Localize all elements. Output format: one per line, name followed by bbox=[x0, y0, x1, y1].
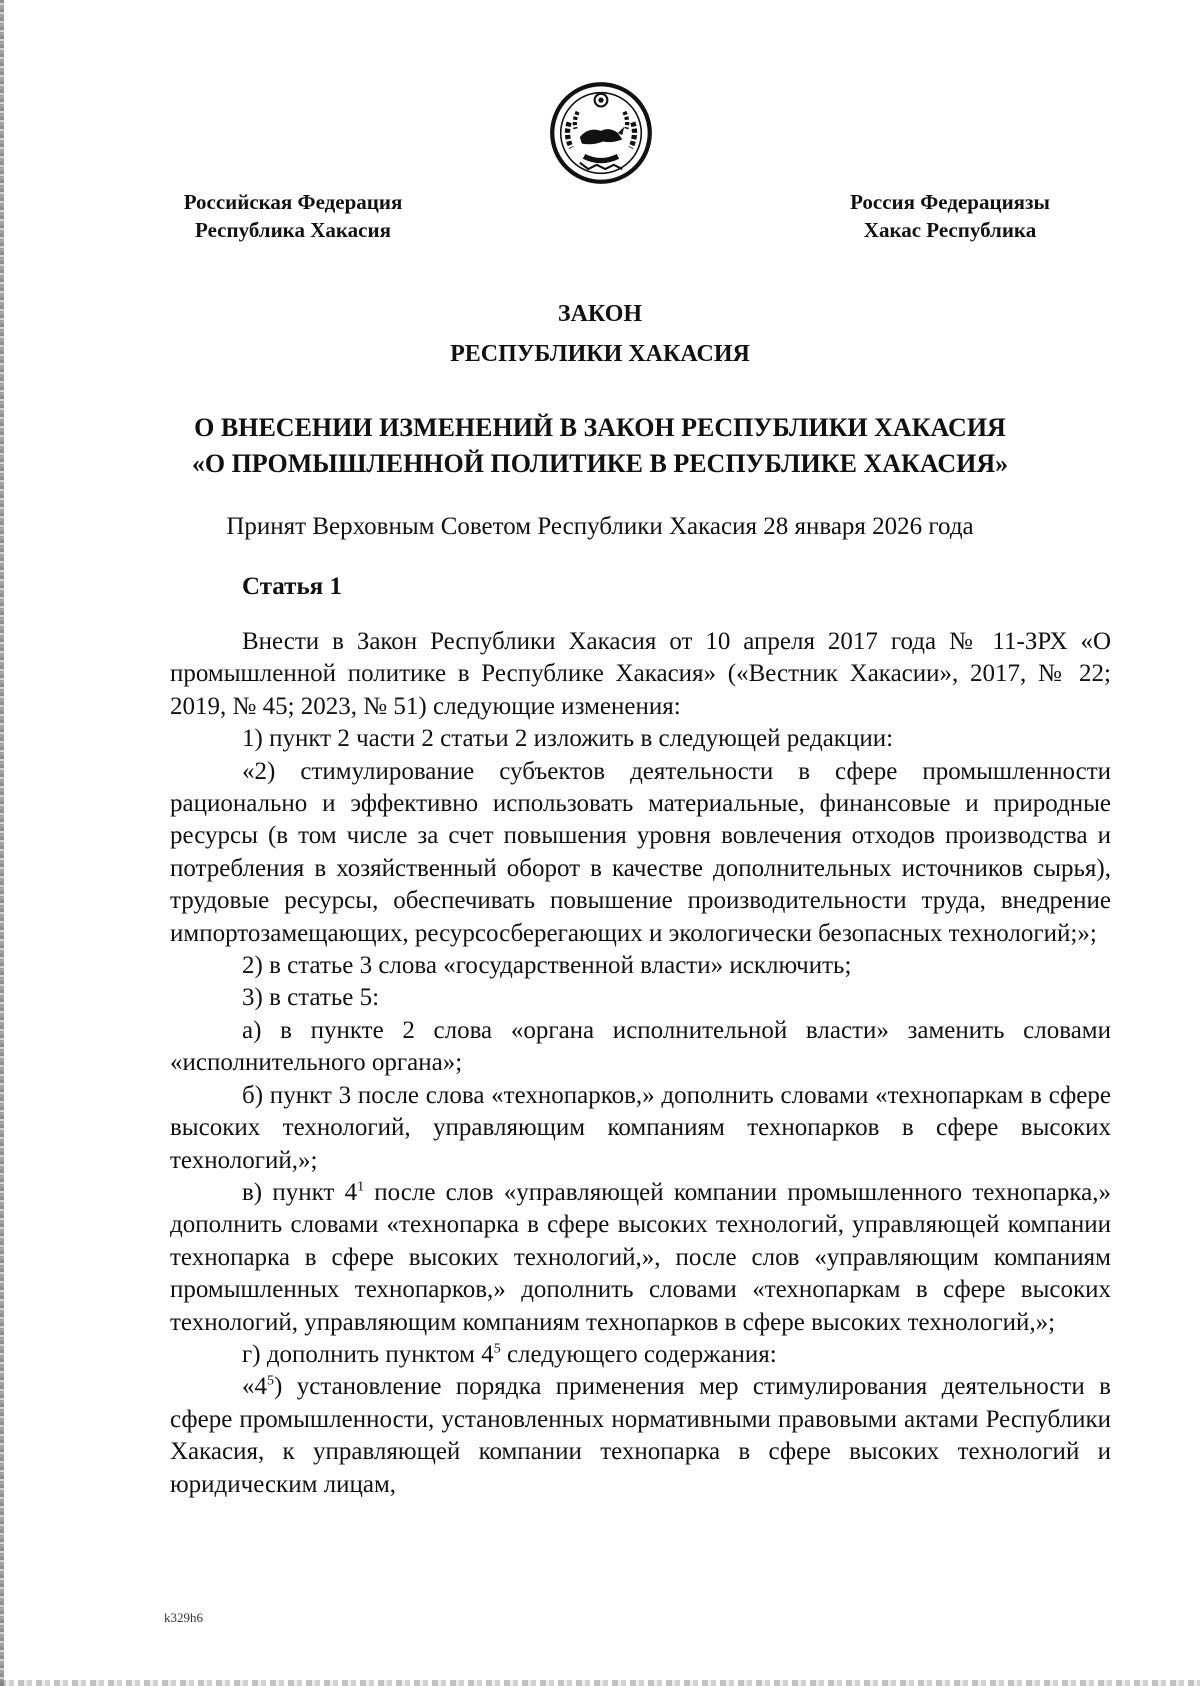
law-title-line2: РЕСПУБЛИКИ ХАКАСИЯ bbox=[450, 341, 750, 367]
adoption-note: Принят Верховным Советом Республики Хакасия 28 января 2026 года bbox=[226, 513, 974, 540]
paragraph-item-3: 3) в статье 5: bbox=[242, 984, 380, 1012]
paragraph-item-3b: б) пункт 3 после слова «технопарков,» дополнить словами «технопаркам в сфере высоких технологий, управляющим компаниям технопарков в сфере высоких технологий,»; bbox=[170, 1081, 1111, 1174]
law-title bbox=[0, 294, 1200, 374]
header-right-line2: Хакас Республика bbox=[863, 218, 1037, 242]
header-left-block bbox=[158, 188, 428, 244]
superscript: 5 bbox=[267, 1374, 274, 1390]
header-left-line2: Республика Хакасия bbox=[195, 218, 391, 242]
amendment-title-line2: «О ПРОМЫШЛЕННОЙ ПОЛИТИКЕ В РЕСПУБЛИКЕ ХАКАСИЯ» bbox=[191, 449, 1009, 478]
scan-edge-left bbox=[0, 0, 4, 1686]
paragraph-item-4-5-rest: ) установление порядка применения мер стимулирования деятельности в сфере промышленности, установленных нормативными правовыми актами Республики Хакасия, к управляющей компании технопарка в сфере высоких технологий и юридическим лицам, bbox=[170, 1373, 1111, 1498]
header-right-line1: Россия Федерациязы bbox=[850, 190, 1050, 214]
paragraph-item-4-5-text bbox=[170, 1371, 1111, 1501]
paragraph-item-3v-start: в) пункт 4 bbox=[242, 1178, 358, 1206]
paragraph-intro: Внести в Закон Республики Хакасия от 10 апреля 2017 года № 11-ЗРХ «О промышленной политике в Республике Хакасия» («Вестник Хакасии», 2017, № 22; 2019, № 45; 2023, № 51) следующие изменения: bbox=[170, 628, 1111, 720]
paragraph-item-3g bbox=[170, 1339, 1111, 1371]
paragraph-item-3v-rest: после слов «управляющей компании промышленного технопарка,» дополнить словами «технопарка в сфере высоких технологий, управляющей компании технопарка в сфере высоких технологий,», после слов «управляющим компаниям промышленных технопарков,» дополнить словами «технопаркам в сфере высоких технологий, управляющим компаниям технопарков в сфере высоких технологий,»; bbox=[170, 1178, 1111, 1336]
paragraph-item-1-text: «2) стимулирование субъектов деятельности в сфере промышленности рационально и эффективно использовать материальные, финансовые и природные ресурсы (в том числе за счет повышения уровня вовлечения отходов производства и потребления в хозяйственный оборот в качестве дополнительных источников сырья), трудовые ресурсы, обеспечивать повышение производительности труда, внедрение импортозамещающих, ресурсосберегающих и экологически безопасных технологий;»; bbox=[170, 757, 1111, 947]
header-left-line1: Российская Федерация bbox=[183, 190, 403, 214]
coat-of-arms-emblem-icon bbox=[548, 80, 654, 186]
header-right-block bbox=[820, 188, 1080, 244]
amendment-title-line1: О ВНЕСЕНИИ ИЗМЕНЕНИЙ В ЗАКОН РЕСПУБЛИКИ ХАКАСИЯ bbox=[194, 413, 1006, 442]
article-body bbox=[170, 626, 1111, 1501]
paragraph-item-3a: а) в пункте 2 слова «органа исполнительной власти» заменить словами «исполнительного органа»; bbox=[170, 1016, 1111, 1077]
paragraph-item-3g-rest: следующего содержания: bbox=[500, 1340, 777, 1368]
article-heading: Статья 1 bbox=[242, 573, 342, 600]
paragraph-item-4-5-start: «4 bbox=[242, 1373, 267, 1401]
scan-edge-bottom bbox=[0, 1680, 1200, 1686]
amendment-title bbox=[0, 410, 1200, 482]
paragraph-item-3g-start: г) дополнить пунктом 4 bbox=[242, 1340, 494, 1368]
paragraph-item-3v bbox=[170, 1177, 1111, 1339]
superscript: 5 bbox=[493, 1341, 501, 1357]
superscript: 1 bbox=[357, 1179, 365, 1195]
paragraph-item-2: 2) в статье 3 слова «государственной власти» исключить; bbox=[242, 952, 852, 980]
paragraph-item-1: 1) пункт 2 части 2 статьи 2 изложить в следующей редакции: bbox=[242, 725, 894, 753]
law-title-line1: ЗАКОН bbox=[557, 301, 643, 327]
footer-document-code: k329h6 bbox=[164, 1610, 203, 1625]
